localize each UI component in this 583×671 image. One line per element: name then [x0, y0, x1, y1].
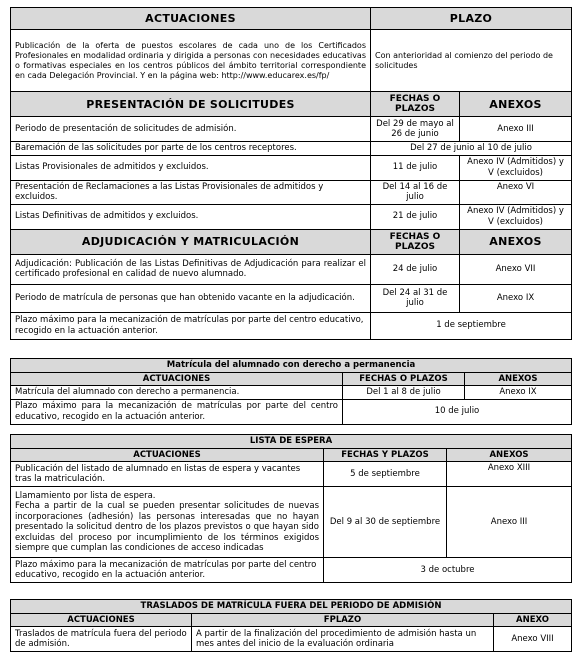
traslados-title: TRASLADOS DE MATRÍCULA FUERA DEL PERIODO DE ADMISIÓN — [11, 600, 572, 614]
table-row — [11, 627, 572, 652]
llamamiento-detail: Fecha a partir de la cual se pueden presentar solicitudes de nuevas incorporaciones (adhesión) las personas interesadas que no hayan presentado la solicitud dentro de los plazos previstos o que hayan sido excluidas del proceso por incumplimiento de los términos exigidos siempre que cumplan las condiciones de acceso indicadas — [15, 501, 319, 553]
plazo-header: PLAZO — [371, 8, 572, 30]
table-row — [11, 284, 572, 312]
actuaciones-header: ACTUACIONES — [11, 8, 371, 30]
row-text — [11, 487, 324, 558]
row-anexo: Anexo VIII — [494, 627, 572, 652]
table-row — [11, 180, 572, 204]
row-anexo: Anexo IX — [460, 284, 572, 312]
table-row — [11, 487, 572, 558]
anexos-header: ANEXOS — [460, 92, 572, 117]
row-anexo: Anexo IV (Admitidos) y V (excluidos) — [460, 155, 572, 180]
row-text: Baremación de las solicitudes por parte de los centros receptores. — [11, 142, 371, 156]
plazo-header: FPLAZO — [192, 613, 494, 627]
row-text: Plazo máximo para la mecanización de matrículas por parte del centro educativo, recogido en la actuación anterior. — [11, 558, 324, 583]
table-row — [11, 254, 572, 284]
oferta-publication-text: Publicación de la oferta de puestos escolares de cada uno de los Certificados Profesionales en modalidad ordinaria y dirigida a personas con necesidades educativas o formativas especiales en los centros públicos del ámbito territorial correspondiente en cada Delegación Provincial. Y en la página web: http://www.educarex.es/fp/ — [11, 30, 371, 92]
table-row — [11, 399, 572, 424]
row-anexo: Anexo IX — [465, 386, 572, 400]
row-text: Periodo de presentación de solicitudes de admisión. — [11, 117, 371, 142]
row-text: Periodo de matrícula de personas que han obtenido vacante en la adjudicación. — [11, 284, 371, 312]
row-fecha: Del 1 al 8 de julio — [343, 386, 465, 400]
row-anexo: Anexo VI — [460, 180, 572, 204]
row-fecha: Del 29 de mayo al 26 de junio — [371, 117, 460, 142]
table-row — [11, 204, 572, 229]
row-fecha: Del 27 de junio al 10 de julio — [371, 142, 572, 156]
permanencia-title: Matrícula del alumnado con derecho a permanencia — [11, 359, 572, 373]
row-text: Listas Provisionales de admitidos y excluidos. — [11, 155, 371, 180]
lista-espera-table — [10, 434, 572, 583]
row-fecha: 5 de septiembre — [324, 462, 447, 487]
table-row — [11, 386, 572, 400]
actuaciones-header: ACTUACIONES — [11, 448, 324, 462]
presentacion-section-header: PRESENTACIÓN DE SOLICITUDES — [11, 92, 371, 117]
row-fecha: Del 9 al 30 de septiembre — [324, 487, 447, 558]
main-calendar-table — [10, 7, 572, 340]
row-plazo: A partir de la finalización del procedimiento de admisión hasta un mes antes del inicio de la evaluación ordinaria — [192, 627, 494, 652]
row-text: Plazo máximo para la mecanización de matrículas por parte del centro educativo, recogido en la actuación anterior. — [11, 312, 371, 339]
lista-espera-title: LISTA DE ESPERA — [11, 435, 572, 449]
anexos-header: ANEXOS — [460, 229, 572, 254]
row-fecha: 11 de julio — [371, 155, 460, 180]
row-anexo: Anexo IV (Admitidos) y V (excluidos) — [460, 204, 572, 229]
llamamiento-line: Llamamiento por lista de espera. — [15, 490, 156, 501]
fechas-header: FECHAS O PLAZOS — [371, 229, 460, 254]
row-text: Publicación del listado de alumnado en listas de espera y vacantes tras la matriculación. — [11, 462, 324, 487]
actuaciones-header: ACTUACIONES — [11, 613, 192, 627]
adjudicacion-section-header: ADJUDICACIÓN Y MATRICULACIÓN — [11, 229, 371, 254]
row-anexo: Anexo XIII — [447, 462, 572, 487]
fechas-header: FECHAS O PLAZOS — [371, 92, 460, 117]
row-text: Adjudicación: Publicación de las Listas Definitivas de Adjudicación para realizar el certificado profesional en calidad de nuevo alumnado. — [11, 254, 371, 284]
row-fecha: Del 14 al 16 de julio — [371, 180, 460, 204]
row-text: Listas Definitivas de admitidos y excluidos. — [11, 204, 371, 229]
row-text: Traslados de matrícula fuera del periodo de admisión. — [11, 627, 192, 652]
fechas-header: FECHAS Y PLAZOS — [324, 448, 447, 462]
table-row — [11, 155, 572, 180]
table-row — [11, 312, 572, 339]
fechas-header: FECHAS O PLAZOS — [343, 372, 465, 386]
row-text: Presentación de Reclamaciones a las Listas Provisionales de admitidos y excluidos. — [11, 180, 371, 204]
table-row — [11, 117, 572, 142]
row-text: Plazo máximo para la mecanización de matrículas por parte del centro educativo, recogido en la actuación anterior. — [11, 399, 343, 424]
row-anexo: Anexo VII — [460, 254, 572, 284]
permanencia-table — [10, 358, 572, 425]
actuaciones-header: ACTUACIONES — [11, 372, 343, 386]
row-fecha: Del 24 al 31 de julio — [371, 284, 460, 312]
anexo-header: ANEXO — [494, 613, 572, 627]
table-row — [11, 462, 572, 487]
traslados-table — [10, 599, 572, 652]
row-fecha: 10 de julio — [343, 399, 572, 424]
table-row — [11, 142, 572, 156]
row-fecha: 3 de octubre — [324, 558, 572, 583]
anexos-header: ANEXOS — [447, 448, 572, 462]
anexos-header: ANEXOS — [465, 372, 572, 386]
table-row — [11, 558, 572, 583]
oferta-publication-plazo: Con anterioridad al comienzo del periodo de solicitudes — [371, 30, 572, 92]
row-fecha: 21 de julio — [371, 204, 460, 229]
row-fecha: 1 de septiembre — [371, 312, 572, 339]
row-anexo: Anexo III — [447, 487, 572, 558]
row-text: Matrícula del alumnado con derecho a permanencia. — [11, 386, 343, 400]
row-fecha: 24 de julio — [371, 254, 460, 284]
row-anexo: Anexo III — [460, 117, 572, 142]
